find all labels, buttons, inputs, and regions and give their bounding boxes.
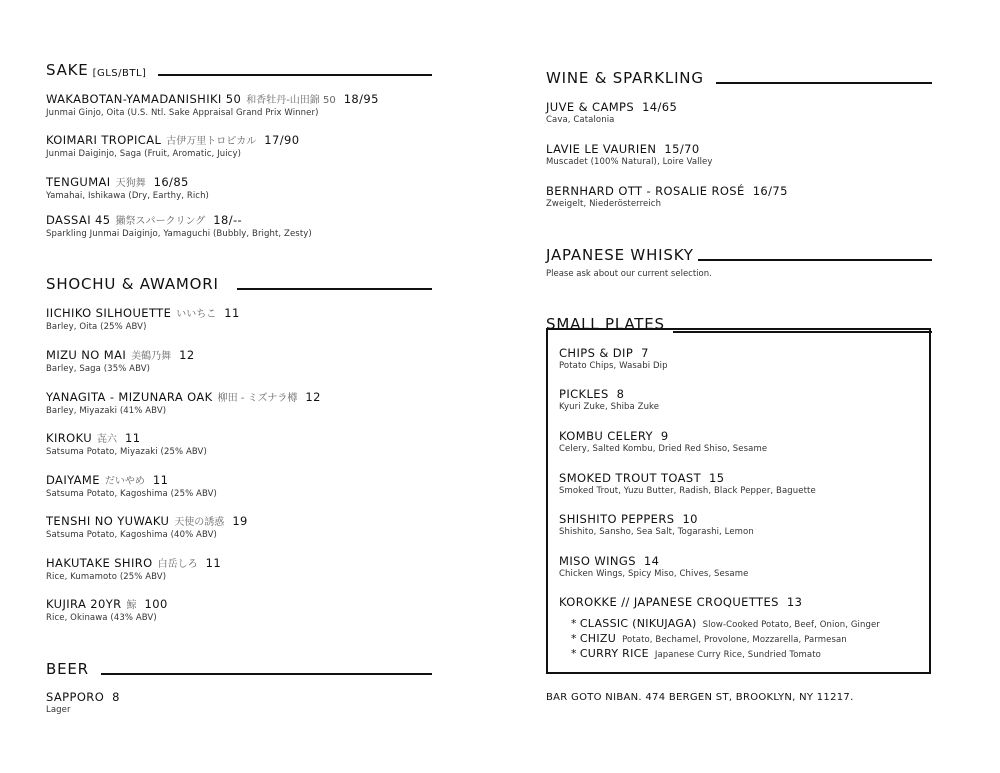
- menu-item: [46, 213, 432, 240]
- item-description: Potato Chips, Wasabi Dip: [559, 361, 668, 371]
- item-name: JUVE & CAMPS: [546, 100, 635, 114]
- item-name: WAKABOTAN-YAMADANISHIKI 50: [46, 92, 242, 106]
- item-price: 17/90: [264, 133, 300, 147]
- menu-item: [559, 429, 919, 455]
- item-description: Junmai Daiginjo, Saga (Fruit, Aromatic, Juicy): [46, 149, 241, 159]
- beer-header: [46, 654, 432, 678]
- item-description: Smoked Trout, Yuzu Butter, Radish, Black Pepper, Baguette: [559, 486, 816, 496]
- item-price: 14/65: [642, 100, 678, 114]
- whisky-header: [546, 240, 932, 264]
- item-price: 12: [179, 348, 195, 362]
- item-description: Satsuma Potato, Kagoshima (40% ABV): [46, 530, 217, 540]
- item-price: 18/--: [213, 213, 243, 227]
- item-price: 14: [643, 554, 660, 568]
- item-description: Lager: [46, 705, 71, 715]
- item-description: Junmai Ginjo, Oita (U.S. Ntl. Sake Appraisal Grand Prix Winner): [46, 108, 319, 118]
- item-price: 11: [224, 306, 240, 320]
- whisky-note: Please ask about our current selection.: [546, 269, 712, 279]
- item-name: HAKUTAKE SHIRO: [46, 556, 153, 570]
- item-description: Satsuma Potato, Miyazaki (25% ABV): [46, 447, 207, 457]
- item-name: BERNHARD OTT - ROSALIE ROSÉ: [546, 184, 745, 198]
- item-name: YANAGITA - MIZUNARA OAK: [46, 390, 213, 404]
- whisky-title: JAPANESE WHISKY: [546, 246, 694, 264]
- section-rule: [698, 259, 932, 261]
- item-japanese-name: 古伊万里トロピカル: [166, 136, 257, 147]
- menu-item: [46, 92, 432, 119]
- small-plates-box: [546, 328, 931, 674]
- sake-subtitle: [GLS/BTL]: [92, 68, 147, 79]
- menu-item: [46, 556, 432, 583]
- menu-item: [559, 346, 919, 372]
- item-japanese-name: 白岳しろ: [157, 559, 198, 570]
- item-description: Celery, Salted Kombu, Dried Red Shiso, Sesame: [559, 444, 768, 454]
- item-name: DASSAI 45: [46, 213, 111, 227]
- item-name: IICHIKO SILHOUETTE: [46, 306, 172, 320]
- bullet-star: *: [571, 647, 577, 660]
- shochu-title: SHOCHU & AWAMORI: [46, 275, 219, 293]
- item-price: 9: [660, 429, 669, 443]
- item-description: Barley, Oita (25% ABV): [46, 322, 147, 332]
- item-price: 19: [232, 514, 248, 528]
- menu-item: [46, 175, 432, 202]
- item-description: Shishito, Sansho, Sea Salt, Togarashi, Lemon: [559, 527, 754, 537]
- item-japanese-name: 鯨: [126, 600, 137, 611]
- menu-item: [46, 514, 432, 541]
- wine-section: [546, 63, 932, 87]
- item-japanese-name: 天使の誘惑: [174, 517, 225, 528]
- item-name: SMOKED TROUT TOAST: [559, 471, 702, 485]
- item-name: KUJIRA 20YR: [46, 597, 122, 611]
- item-name: DAIYAME: [46, 473, 100, 487]
- section-rule: [158, 74, 432, 76]
- item-japanese-name: 天狗舞: [115, 178, 146, 189]
- item-japanese-name: 美鶴乃舞: [131, 351, 172, 362]
- item-japanese-name: 柳田 - ミズナラ樽: [217, 393, 298, 404]
- item-name: KOIMARI TROPICAL: [46, 133, 162, 147]
- item-price: 10: [682, 512, 698, 526]
- item-japanese-name: 獺祭スパークリング: [115, 216, 206, 227]
- item-description: Barley, Miyazaki (41% ABV): [46, 406, 167, 416]
- item-description: Kyuri Zuke, Shiba Zuke: [559, 402, 660, 412]
- menu-item: [46, 597, 432, 624]
- item-price: 16/85: [153, 175, 189, 189]
- item-price: 13: [786, 595, 803, 609]
- item-description: Sparkling Junmai Daiginjo, Yamaguchi (Bubbly, Bright, Zesty): [46, 229, 312, 239]
- shochu-header: [46, 269, 432, 293]
- item-price: 100: [144, 597, 168, 611]
- variant-name: CHIZU: [579, 632, 617, 645]
- korokke-variant: [571, 632, 847, 645]
- item-description: Cava, Catalonia: [546, 115, 615, 125]
- wine-title: WINE & SPARKLING: [546, 69, 704, 87]
- bullet-star: *: [571, 632, 577, 645]
- menu-item: [46, 431, 432, 458]
- wine-header: [546, 63, 932, 87]
- section-rule: [101, 673, 432, 675]
- menu-item: [46, 348, 432, 375]
- item-price: 11: [152, 473, 169, 487]
- item-name: MIZU NO MAI: [46, 348, 127, 362]
- variant-description: Potato, Bechamel, Provolone, Mozzarella, Parmesan: [622, 635, 847, 645]
- item-name: SAPPORO: [46, 690, 105, 704]
- item-name: SHISHITO PEPPERS: [559, 512, 675, 526]
- item-name: KOROKKE // JAPANESE CROQUETTES: [559, 595, 779, 609]
- beer-section: [46, 654, 432, 678]
- item-price: 12: [305, 390, 321, 404]
- item-name: TENGUMAI: [46, 175, 111, 189]
- item-description: Chicken Wings, Spicy Miso, Chives, Sesame: [559, 569, 749, 579]
- item-price: 15: [709, 471, 725, 485]
- item-name: TENSHI NO YUWAKU: [46, 514, 170, 528]
- item-name: KOMBU CELERY: [559, 429, 653, 443]
- item-japanese-name: 和香牡丹-山田錦 50: [246, 95, 336, 106]
- menu-item: [46, 390, 432, 417]
- item-price: 8: [616, 387, 625, 401]
- plates-title: SMALL PLATES: [546, 315, 665, 333]
- menu-item: [46, 306, 432, 333]
- item-price: 7: [641, 346, 649, 360]
- item-name: LAVIE LE VAURIEN: [546, 142, 657, 156]
- bullet-star: *: [571, 617, 577, 630]
- item-price: 18/95: [343, 92, 379, 106]
- item-price: 11: [125, 431, 141, 445]
- variant-description: Japanese Curry Rice, Sundried Tomato: [654, 650, 821, 660]
- item-name: PICKLES: [559, 387, 609, 401]
- menu-item: [546, 184, 932, 210]
- menu-item: [46, 133, 432, 160]
- korokke-item: [559, 595, 919, 610]
- item-japanese-name: いいちこ: [176, 309, 217, 320]
- beer-title: BEER: [46, 660, 89, 678]
- item-description: Zweigelt, Niederösterreich: [546, 199, 662, 209]
- korokke-variant: [571, 647, 821, 660]
- menu-item: [559, 512, 919, 538]
- menu-item: [559, 554, 919, 580]
- item-description: Barley, Saga (35% ABV): [46, 364, 151, 374]
- item-price: 16/75: [752, 184, 788, 198]
- menu-item: [546, 100, 932, 126]
- item-name: KIROKU: [46, 431, 93, 445]
- whisky-section: [546, 240, 932, 279]
- item-description: Rice, Kumamoto (25% ABV): [46, 572, 167, 582]
- section-rule: [237, 288, 432, 290]
- item-description: Yamahai, Ishikawa (Dry, Earthy, Rich): [46, 191, 209, 201]
- footer-address: BAR GOTO NIBAN. 474 BERGEN ST, BROOKLYN, NY 11217.: [546, 692, 854, 703]
- variant-name: CURRY RICE: [579, 647, 649, 660]
- item-price: 11: [205, 556, 222, 570]
- item-japanese-name: 㐂六: [97, 434, 118, 445]
- variant-name: CLASSIC (NIKUJAGA): [579, 617, 697, 630]
- shochu-section: [46, 269, 432, 293]
- menu-item: [559, 471, 919, 497]
- item-name: MISO WINGS: [559, 554, 636, 568]
- item-description: Muscadet (100% Natural), Loire Valley: [546, 157, 713, 167]
- item-description: Rice, Okinawa (43% ABV): [46, 613, 157, 623]
- menu-item: [46, 690, 432, 716]
- item-price: 8: [112, 690, 120, 704]
- sake-header: [46, 55, 432, 79]
- sake-section: [46, 55, 432, 79]
- variant-description: Slow-Cooked Potato, Beef, Onion, Ginger: [702, 620, 880, 630]
- menu-item: [559, 387, 919, 413]
- korokke-variant: [571, 617, 880, 630]
- menu-item: [546, 142, 932, 168]
- item-name: CHIPS & DIP: [559, 346, 634, 360]
- item-japanese-name: だいやめ: [104, 476, 145, 487]
- sake-title: SAKE: [46, 61, 89, 79]
- item-description: Satsuma Potato, Kagoshima (25% ABV): [46, 489, 217, 499]
- item-price: 15/70: [664, 142, 700, 156]
- section-rule: [716, 82, 932, 84]
- menu-item: [46, 473, 432, 500]
